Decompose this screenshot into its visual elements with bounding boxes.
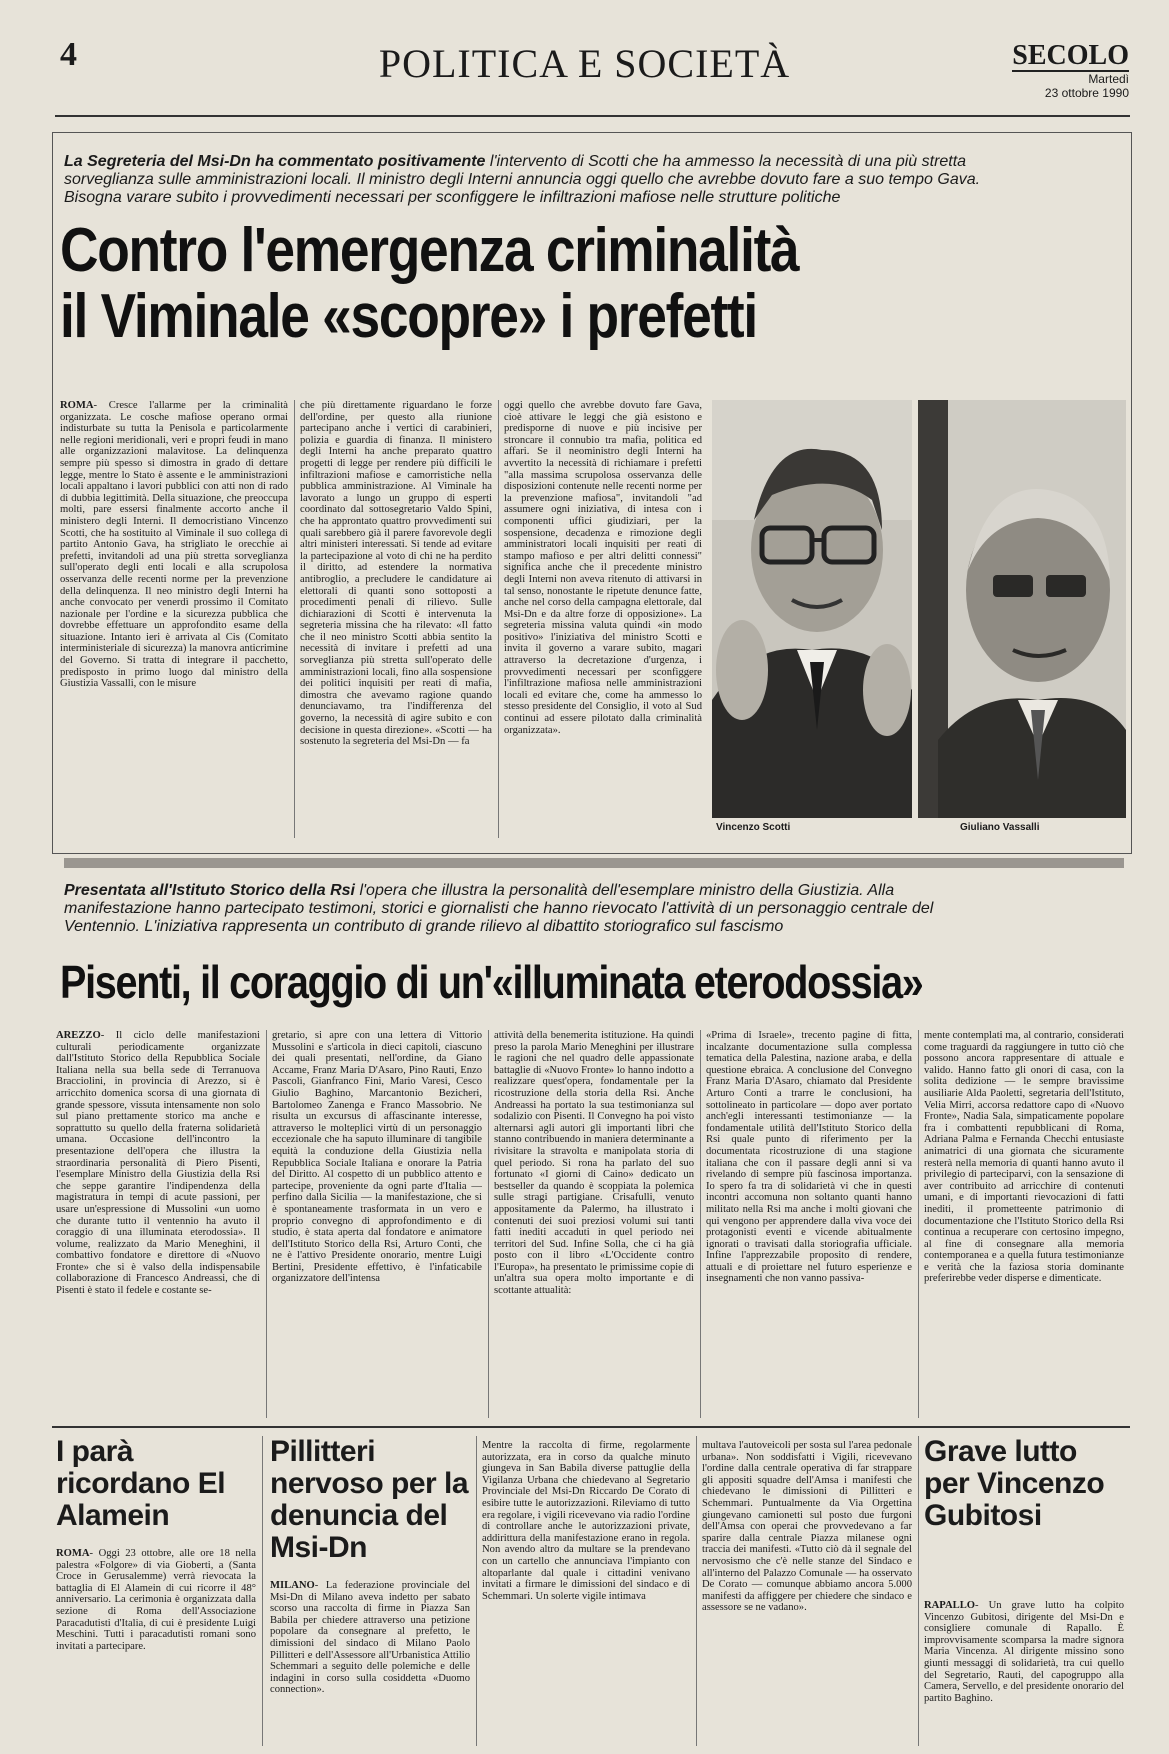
article2-col2-text: gretario, si apre con una lettera di Vittorio Mussolini e s'articola in dieci capitoli, ciascuno dei quali presentati, nell'ordine, da Giano Accame, Franz Maria D'Asaro, Pino Rauti, Enzo Pascoli, Gianfranco Fini, Mario Varesi, Cesco Giulio Baghino, Marcantonio Bezicheri, Bartolomeo Zanenga e Franco Massobrio. Ne risulta un excursus di affascinante interesse, attraverso le molteplici virtù di un personaggio eccezionale che ha saputo illuminare di tangibile equità la conduzione della Giustizia nella Repubblica Sociale Italiana e onorare la Patria del Diritto. Al cospetto di un pubblico attento e partecipe, proveniente da ogni parte d'Italia — perfino dalla Sicilia — la manifestazione, che si è spontaneamente trasformata in un vero e proprio convegno di approfondimento e di studio, è stata aperta dal fondatore e animatore dell'Istituto Storico della Rsi, Arturo Conti, che ne è l'attivo Presidente onorario, mentre Luigi Bertini, Presidente effettivo, è l'infaticabile organizzatore dell'intensa <box>272 1030 482 1285</box>
article2-col1-text: - Il ciclo delle manifestazioni culturali periodicamente organizzate dall'Istituto Storico della Repubblica Sociale Italiana nella sua bella sede di Terranuova Bracciolini, in provincia di Arezzo, si è arricchito domenica scorsa di una giornata di grande spessore, vissuta intensamente non solo sul piano prettamente storico ma anche e soprattutto su quello della fraterna solidarietà umana. Occasione dell'incontro la presentazione dell'opera che illustra la straordinaria personalità di Piero Pisenti, l'esemplare Ministro della Giustizia della Rsi che seppe garantire l'indipendenza della magistratura in tempi di acute passioni, per usare un'espressione di Mussolini «un uomo che durante tutto il ventennio ha avuto il coraggio di una illuminata eterodossia». Il volume, realizzato da Mario Meneghini, il combattivo fondatore e direttore di «Nuovo Fronte» che si è valso della indispensabile collaborazione di Francesco Andreassi, che di Pisenti è stato il fedele e costante se- <box>56 1030 260 1297</box>
masthead-date: 23 ottobre 1990 <box>1044 86 1129 100</box>
brief2-text-2: Mentre la raccolta di firme, regolarmente autorizzata, era in corso da qualche minuto giungeva in San Babila diverse pattuglie della Vigilanza Urbana che chiedevano al Segretario Provinciale del Msi-Dn Riccardo De Corato di esibire tutte le autorizzazioni. Rileviamo di tutto era regolare, i vigili ricevevano via radio l'ordine di controllare anche le autorizzazioni private, addirittura della manifestazione erano in regola. Non avendo altro da multare se la prendevano con un cartello che annunciava l'impianto con altoparlante dal quale i cittadini venivano invitati a firmare le dimissioni del sindaco e di Schemmari. Un solerte vigile intimava <box>482 1440 690 1602</box>
article1-col3-text: oggi quello che avrebbe dovuto fare Gava, cioè attivare le leggi che già esistono e predisporne di nuove e più incisive per stroncare il connubio tra mafia, politica ed affari. Se il neoministro degli Interni ha avvertito la necessità di richiamare i prefetti "alla massima scrupolosa osservanza delle disposizioni contenute nelle recenti norme per la prevenzione mafiosa", invitandoli "ad assumere ogni iniziativa, di intesa con i componenti uffici giudiziari, per la sospensione, decadenza e rimozione degli amministratori locali inquisiti per reati di stampo mafioso e per altri delitti connessi" significa anche che il precedente ministro degli Interni non aveva ritenuto di attivarsi in tal senso, nonostante le ripetute denunce fatte, anche nel corso della campagna elettorale, dal Msi-Dn e da altre forze di opposizione». La segreteria missina valuta quindi «in modo positivo» l'iniziativa del ministro Scotti e invita il governo a varare subito, magari attraverso la decretazione d'urgenza, i provvedimenti necessari per sconfiggere l'infiltrazione mafiosa nelle amministrazioni locali ed evitare che, come ha ammesso lo stesso presidente del Consiglio, il voto al Sud continui ad essere pilotato dalla criminalità organizzata». <box>504 400 702 736</box>
article1-headline-line2: il Viminale «scopre» i prefetti <box>60 282 757 351</box>
article2-kicker <box>64 882 1004 936</box>
article2-column-4 <box>706 1030 912 1420</box>
page-number: 4 <box>60 36 77 73</box>
caption-scotti: Vincenzo Scotti <box>716 822 791 833</box>
caption-vassalli: Giuliano Vassalli <box>960 822 1040 833</box>
article2-kicker-bold: Presentata all'Istituto Storico della Rsi <box>64 882 355 899</box>
article2-dateline: AREZZO <box>56 1030 101 1041</box>
article2-headline: Pisenti, il coraggio di un'«illuminata eterodossia» <box>60 956 923 1008</box>
article1-kicker-text: l'intervento di Scotti che ha ammesso la necessità di una più stretta sorveglianza sulle amministrazioni locali. Il ministro degli Interni annuncia oggi quello che avrebbe dovuto fare a suo tempo Gava. Bisogna varare subito i provvedimenti necessari per sconfiggere le infiltrazioni mafiose nelle strutture politiche <box>64 153 981 206</box>
header-rule <box>55 115 1130 117</box>
article1-dateline: ROMA <box>60 400 94 411</box>
article1-kicker-bold: La Segreteria del Msi-Dn ha commentato positivamente <box>64 153 486 170</box>
masthead-day: Martedì <box>1088 72 1129 86</box>
brief1-body <box>56 1548 256 1744</box>
photo-vincenzo-scotti <box>712 400 912 818</box>
brief2-body-col3 <box>702 1440 912 1746</box>
separator-bar <box>64 858 1124 868</box>
column-rule <box>918 1436 919 1746</box>
bottom-section-rule <box>52 1426 1130 1428</box>
article1-column-3 <box>504 400 702 840</box>
article1-headline <box>60 218 817 350</box>
column-rule <box>294 400 295 838</box>
column-rule <box>476 1436 477 1746</box>
brief2-body-col2 <box>482 1440 690 1746</box>
brief2-body-col1 <box>270 1580 470 1746</box>
column-rule <box>918 1030 919 1418</box>
masthead-name: SECOLO <box>1012 40 1129 71</box>
brief2-dateline: MILANO <box>270 1580 315 1591</box>
brief2-text-3: multava l'autoveicoli per sosta sul l'area pedonale urbana». Non soddisfatti i Vigili, ricevevano l'ordine dalla centrale operativa di far strappare gli appositi squadre dell'Amsa i manifesti che chiedevano le dimissioni di Pillitteri e Schemmari. Puntualmente da Via Orgettina giungevano camionetti sul posto due furgoni dell'Amsa con operai che provvedevano a far sparire dalla centrale Piazza milanese ogni traccia dei manifesti. «Tutto ciò dà il segnale del nervosismo che c'è nelle stanze del Sindaco e all'interno del Palazzo Comunale — ha osservato De Corato — comunque abbiamo ancora 5.000 manifesti da affiggere per chiedere che sindaco e assessore se ne vadano». <box>702 1440 912 1614</box>
brief3-body <box>924 1600 1124 1746</box>
photo-giuliano-vassalli <box>918 400 1126 818</box>
article2-kicker-text: l'opera che illustra la personalità dell'esemplare ministro della Giustizia. Alla manifestazione hanno partecipato testimoni, storici e giornalisti che hanno rievocato l'attività di un personaggio centrale del Ventennio. L'iniziativa rappresenta un contributo di grande rilievo al dibattito storiografico sul fascismo <box>64 882 934 935</box>
brief1-headline: I parà ricordano El Alamein <box>56 1435 226 1532</box>
article2-col3-text: attività della benemerita istituzione. Ha quindi preso la parola Mario Meneghini per illustrare le ragioni che nel quadro delle appassionate battaglie di «Nuovo Fronte» lo hanno indotto a realizzare quest'opera, fondamentale per la ricostruzione della storia della Rsi. Anche Andreassi ha portato la sua testimonianza sul sodalizio con Pisenti. Il Convegno ha poi visto alternarsi agli autori gli importanti libri che stanno contribuendo in maniera determinante a rivisitare la stravolta e manipolata storia di quel periodo. Si rona ha parlato del suo fortunato «I giorni di Caino» dedicato un bestseller da quando è scoppiata la polemica sulle stragi partigiane. Crisafulli, venuto appositamente da Palermo, ha illustrato i contenuti dei suoi preziosi volumi sui tanti fatti inediti accaduti in quel periodo nei territori del Sud. Infine Solla, che ci ha già posto con il libro «L'Occidente contro l'Europa», ha presentato le primissime copie di un'altra sua opera molto importante e di scottante attualità: <box>494 1030 694 1297</box>
column-rule <box>266 1030 267 1418</box>
column-rule <box>696 1436 697 1746</box>
article1-kicker <box>64 153 1024 207</box>
article2-column-3 <box>494 1030 694 1420</box>
article1-headline-line1: Contro l'emergenza criminalità <box>60 216 799 285</box>
article1-col1-text: - Cresce l'allarme per la criminalità organizzata. Le cosche mafiose operano ormai indisturbate su tutta la Penisola e particolarmente nelle regioni meridionali, veri e propri feudi in mano alle organizzazioni malavitose. La delinquenza sempre più spesso si dimostra in grado di dettare legge, mentre lo Stato è assente e le amministrazioni locali appaltano i lavori pubblici con atti non di rado di dubbia legittimità. Della situazione, che preoccupa molti, pare essersi finalmente accorto anche il ministero degli Interni. Il democristiano Vincenzo Scotti, che ha sostituito al Viminale il suo collega di partito Antonio Gava, ha strigliato le orecchie ai prefetti, invitandoli ad una più stretta sorveglianza sull'operato degli enti locali e alla scrupolosa osservanza delle recenti norme per la prevenzione della delinquenza. Il neo ministro degli Interni ha anche convocato per venerdì prossimo il Comitato nazionale per l'ordine e la sicurezza pubblica che dovrebbe effettuare un approfondito esame della situazione. Intanto ieri è arrivata al Cis (Comitato interministeriale di sicurezza) la manovra anticrimine del Governo. Si tratta di integrare il pacchetto, predisposto in primo luogo dal ministro della Giustizia Vassalli, con le misure <box>60 400 288 690</box>
brief3-headline: Grave lutto per Vincenzo Gubitosi <box>924 1435 1105 1532</box>
brief3-dateline: RAPALLO <box>924 1600 976 1611</box>
column-rule <box>498 400 499 838</box>
portrait-scotti-illustration <box>712 400 912 818</box>
brief2-headline: Pillitteri nervoso per la denuncia del Msi-Dn <box>270 1435 469 1564</box>
column-rule <box>262 1436 263 1746</box>
column-rule <box>488 1030 489 1418</box>
article2-col4-text: «Prima di Israele», trecento pagine di fitta, incalzante documentazione sulla complessa tematica della Palestina, nazione araba, e della questione ebraica. A conclusione del Convegno Franz Maria D'Asaro, chiamato dal Presidente Arturo Conti a trarre le conclusioni, ha sottolineato in particolare — dopo aver portato anch'egli interessanti testimonianze — la fondamentale utilità dell'Istituto Storico della Rsi quale punto di riferimento per la documentata ricostruzione di una stagione italiana che con il passare degli anni si va rivelando di sempre più fascinosa importanza. Io spero fa tra di solidarietà vi che in questi incontri accomuna non soltanto quanti hanno militato nella Rsi ma anche i molti giovani che qui vengono per apprendere dalla viva voce dei protagonisti eventi e vicende abitualmente ignorati o travisati dalla storiografia ufficiale. Infine l'apprezzabile proposito di rendere, attuali e di proiettare nel futuro esperienze e insegnamenti che non vanno passiva- <box>706 1030 912 1285</box>
article2-col5-text: mente contemplati ma, al contrario, considerati come traguardi da raggiungere in tutto ciò che possono ancora rappresentare di attuale e valido. Hanno fatto gli onori di casa, con la solita dedizione — le sempre bravissime ausiliarie Alda Paoletti, segretaria dell'Istituto, Velia Mirri, accorsa redattore capo di «Nuovo Fronte», Nadia Sala, simpaticamente popolare fra i combattenti repubblicani di Roma, Adriana Palma e Fernanda Checchi entusiaste animatrici di una giornata che sicuramente resterà nella memoria di quanti hanno avuto il privilegio di parteciparvi, con la sensazione di aver contribuito ad arricchire di contenuti umani, e di importanti rievocazioni di fatti inediti, il prometteente patrimonio di documentazione che l'Istituto Storico della Rsi continua a recuperare con certosino impegno, al fine di consegnare alla memoria contemporanea e a quella futura testimonianze e verità che la faziosa storia dominante preferirebbe veder disperse e dimenticate. <box>924 1030 1124 1285</box>
article2-column-1 <box>56 1030 260 1420</box>
section-title: POLITICA E SOCIETÀ <box>378 41 791 86</box>
brief1-dateline: ROMA <box>56 1548 90 1559</box>
brief3-text: - Un grave lutto ha colpito Vincenzo Gubitosi, dirigente del Msi-Dn e consigliere comunale di Rapallo. È improvvisamente scomparsa la madre signora Maria Vincenza. Al dirigente missino sono giunti messaggi di solidarietà, tra cui quello del Segretario, Rauti, del capogruppo alla Camera, Servello, e del presidente onorario del partito Baghino. <box>924 1600 1124 1704</box>
brief2-text: - La federazione provinciale del Msi-Dn di Milano aveva indetto per sabato scorso una raccolta di firme in Piazza San Babila per chiedere attraverso una petizione popolare da consegnare al prefetto, le dimissioni del sindaco di Milano Paolo Pillitteri e dell'Assessore all'Urbanistica Attilio Schemmari a seguito delle polemiche e delle indagini in corso sulla cosiddetta «Duomo connection». <box>270 1580 470 1696</box>
column-rule <box>700 1030 701 1418</box>
portrait-vassalli-illustration <box>918 400 1126 818</box>
article1-column-1 <box>60 400 288 840</box>
article2-column-5 <box>924 1030 1124 1420</box>
article1-col2-text: che più direttamente riguardano le forze dell'ordine, per questo alla riunione partecipano anche i vertici di carabinieri, polizia e guardia di finanza. Il ministero degli Interni ha anche preparato quattro progetti di legge per rendere più difficili le infiltrazioni mafiose e camorristiche nella pubblica amministrazione. Al Viminale ha lavorato a lungo un gruppo di esperti coordinato dal sottosegretario Valdo Spini, che ha approntato quattro provvedimenti sui quali sarebbero già il parere favorevole degli altri ministeri interessati. Si tende ad evitare la partecipazione al voto di chi ne ha perdito il diritto, ad estendere la normativa antibroglio, a precludere le candidature ai elettorali di quanti sono sottoposti a procedimenti penali di rilievo. Sulle dichiarazioni di Scotti è intervenuta la segreteria missina che ha rilevato: «Il fatto che il neo ministro Scotti abbia sentito la necessità di invitare i prefetti ad una sorveglianza più stretta sull'operato delle amministrazioni locali, fino alla sospensione dei politici inquisiti per reati di mafia, dimostra che avevamo ragione quando denunciavamo, tra l'indifferenza del governo, la necessità di agire subito e con decisione in questa direzione». «Scotti — ha sostenuto la segreteria del Msi-Dn — fa <box>300 400 492 748</box>
masthead <box>1012 42 1129 100</box>
brief1-text: - Oggi 23 ottobre, alle ore 18 nella palestra «Folgore» di via Gioberti, a (Santa Croce in Gerusalemme) verrà rievocata la battaglia di El Alamein di cui ricorre il 48° anniversario. La cerimonia è organizzata dalla sezione di Roma dell'Associazione Paracadutisti d'Italia, di cui è presidente Luigi Meschini. Tutti i paracadutisti romani sono invitati a partecipare. <box>56 1548 256 1652</box>
article2-column-2 <box>272 1030 482 1420</box>
article1-column-2 <box>300 400 492 840</box>
